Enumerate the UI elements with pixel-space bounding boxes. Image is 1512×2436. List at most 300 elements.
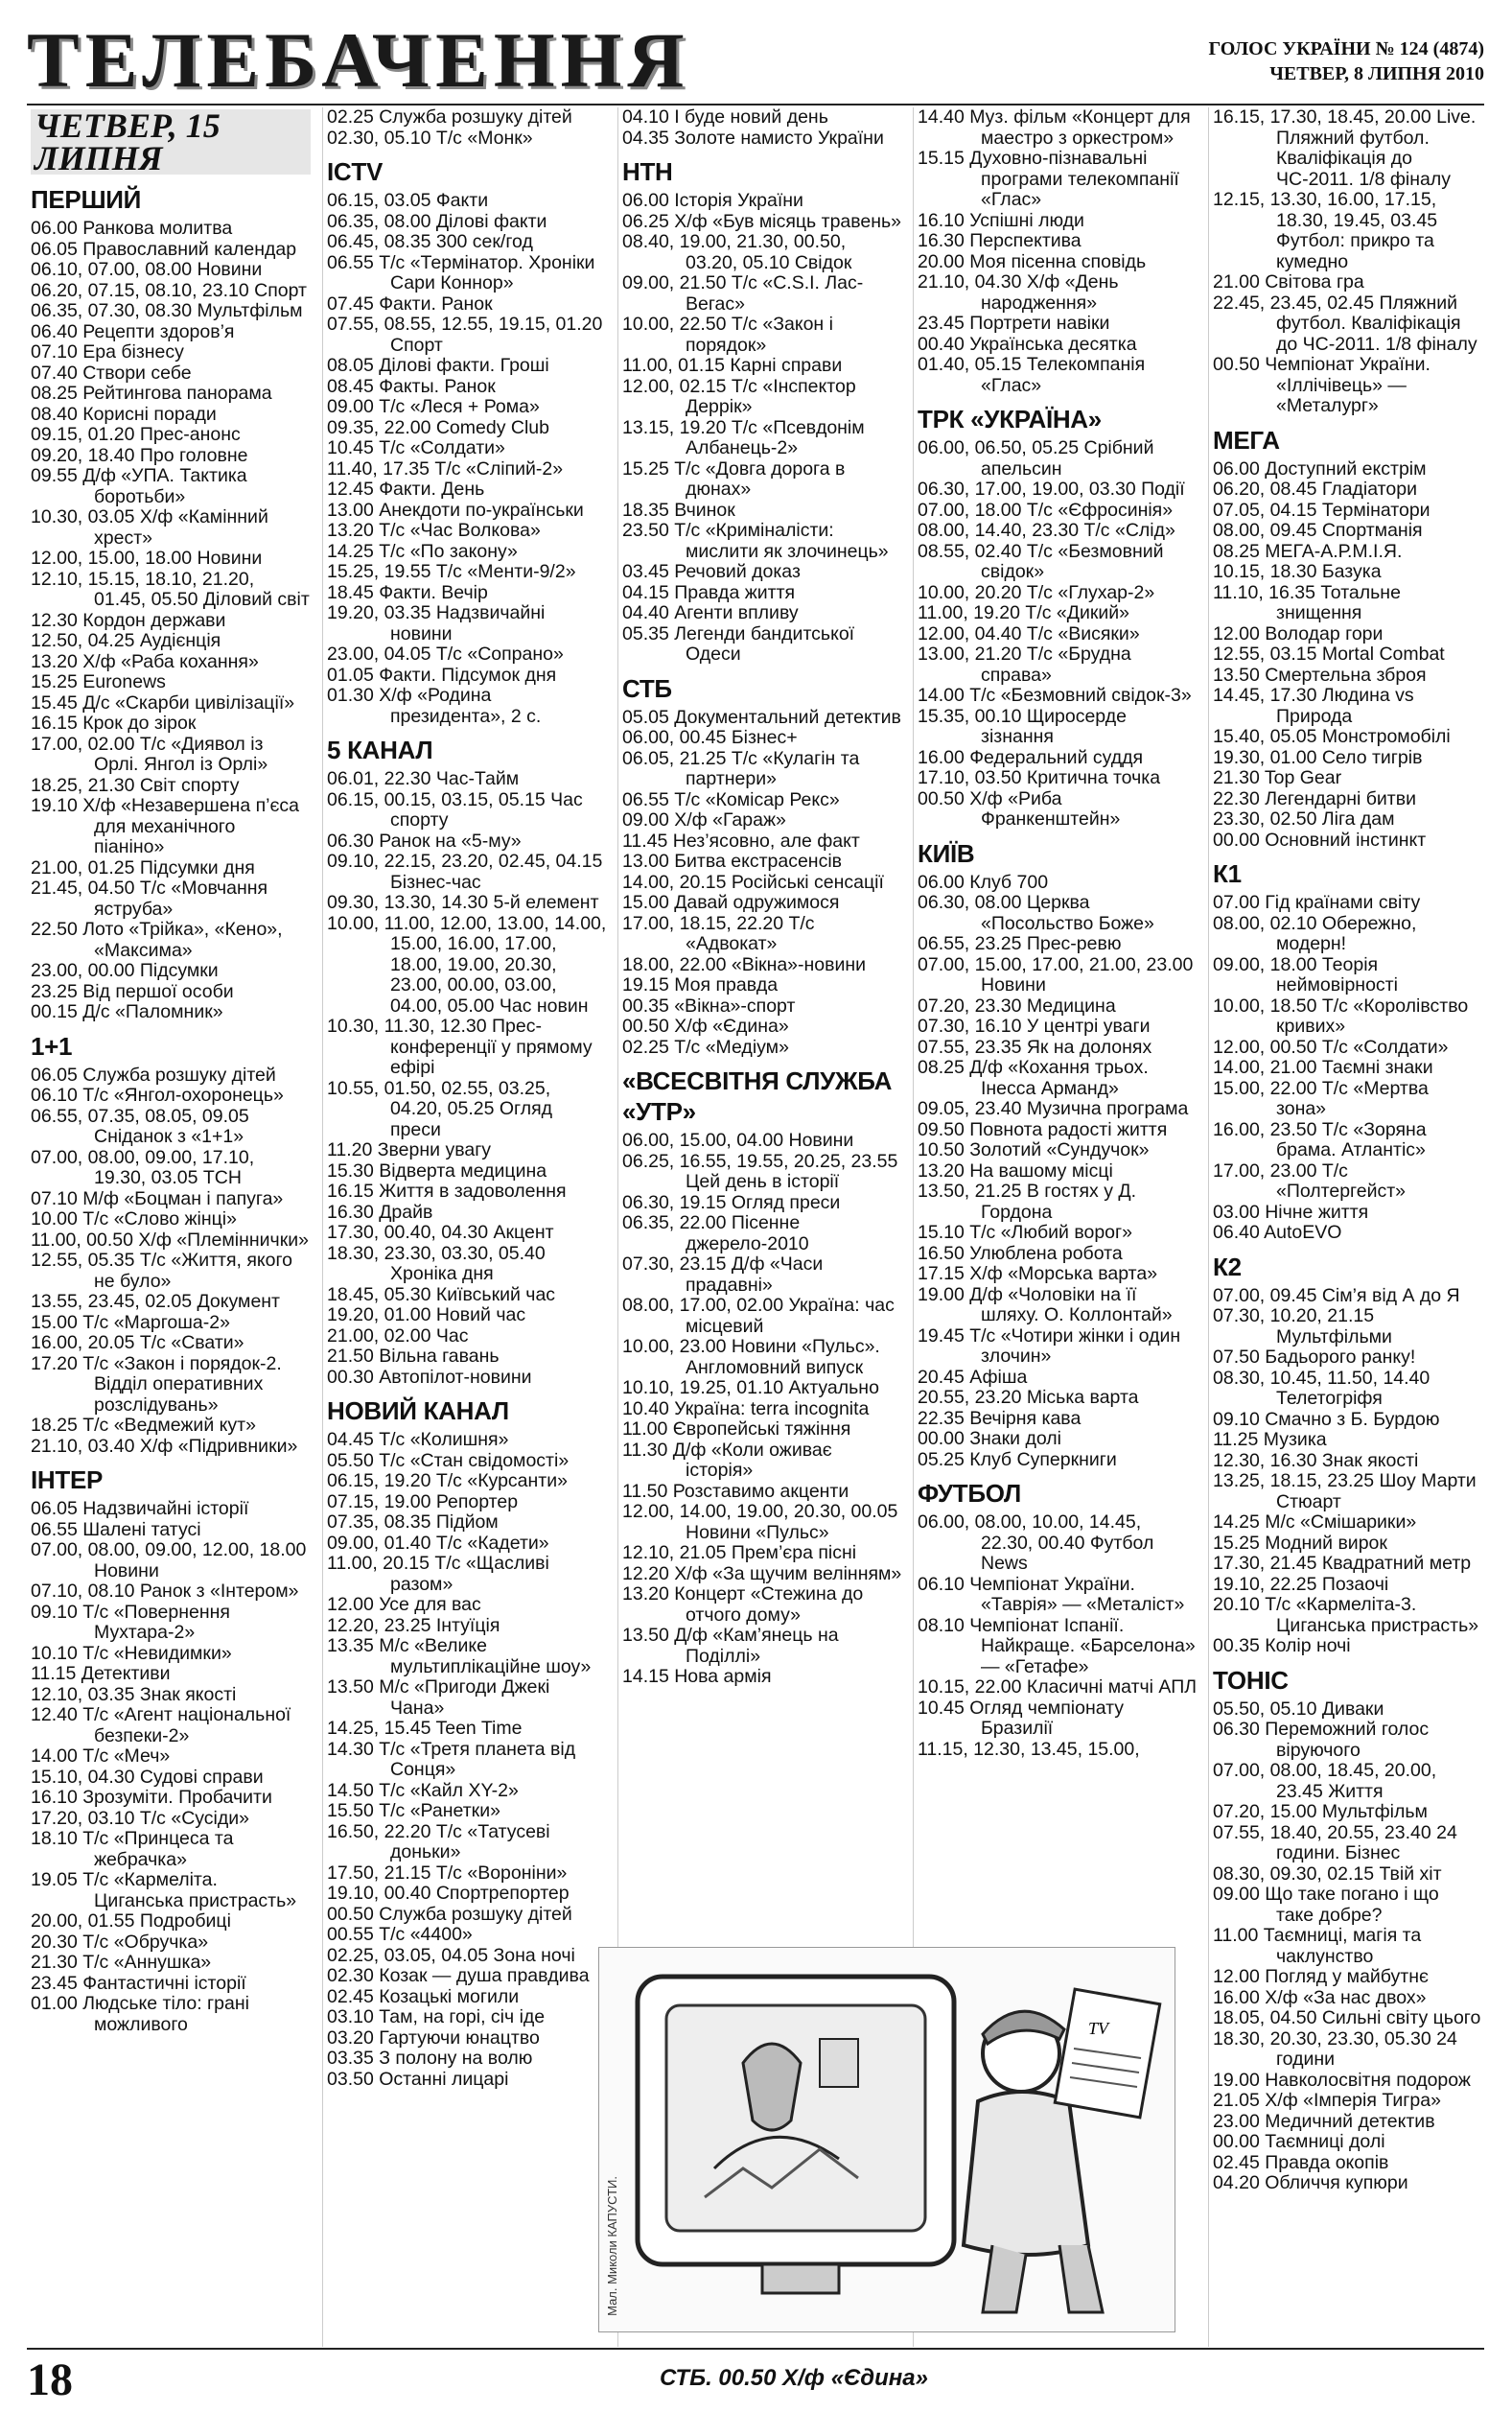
program-listing: 09.35, 22.00 Comedy Club — [327, 416, 549, 438]
tv-cartoon-icon — [599, 1948, 1175, 2331]
page-number: 18 — [27, 2354, 73, 2405]
day-header: ЧЕТВЕР, 15 ЛИПНЯ — [31, 109, 311, 175]
program-listing: 07.30, 23.15 Д/ф «Часи прадавні» — [622, 1253, 824, 1296]
program-listing: 14.00, 21.00 Таємні знаки — [1213, 1057, 1433, 1078]
column-2-content — [323, 107, 611, 2090]
program-listing: 21.10, 04.30 Х/ф «День народження» — [918, 271, 1119, 314]
program-listing: 06.25 Х/ф «Був місяць травень» — [622, 210, 902, 232]
program-listing: 13.15, 19.20 Т/с «Псевдонім Албанець-2» — [622, 416, 865, 458]
program-listing: 07.30, 16.10 У центрі уваги — [918, 1016, 1151, 1037]
program-listing: 07.15, 19.00 Репортер — [327, 1490, 519, 1512]
program-listing: 21.00, 02.00 Час — [327, 1324, 469, 1347]
program-listing: 12.30 Кордон держави — [31, 609, 226, 631]
program-listing: 23.00 Медичний детектив — [1213, 2110, 1435, 2132]
program-listing: 03.35 З полону на волю — [327, 2048, 533, 2069]
channel-heading: 1+1 — [31, 1031, 73, 1061]
program-listing: 12.20 Х/ф «За щучим велінням» — [622, 1562, 902, 1584]
program-listing: 19.10 Х/ф «Незавершена п’єса для механічного піаніно» — [31, 795, 300, 857]
program-listing: 12.00, 02.15 Т/с «Інспектор Деррік» — [622, 375, 856, 417]
program-listing: 11.00, 19.20 Т/с «Дикий» — [918, 602, 1130, 623]
program-listing: 17.00, 23.00 Т/с «Полтергейст» — [1213, 1159, 1407, 1202]
program-listing: 21.00 Світова гра — [1213, 271, 1364, 293]
program-listing: 18.45 Факти. Вечір — [327, 581, 488, 603]
program-listing: 19.20, 01.00 Новий час — [327, 1304, 526, 1325]
channel-heading: 5 КАНАЛ — [327, 736, 433, 764]
program-listing: 00.00 Основний інстинкт — [1213, 829, 1427, 851]
channel-heading: КИЇВ — [918, 838, 975, 868]
program-listing: 06.00 Клуб 700 — [918, 871, 1049, 893]
program-listing: 16.30 Перспектива — [918, 230, 1082, 251]
program-listing: 15.00 Давай одружимося — [622, 892, 840, 913]
program-listing: 16.10 Успішні люди — [918, 209, 1084, 231]
program-listing: 12.15, 13.30, 16.00, 17.15, 18.30, 19.45, 03.45 Футбол: прикро та кумедно — [1213, 189, 1438, 272]
channel-heading: К1 — [1213, 859, 1242, 888]
channel-heading: ІНТЕР — [31, 1465, 104, 1494]
program-listing: 12.00, 04.40 Т/с «Висяки» — [918, 622, 1140, 644]
program-listing: 15.25 Т/с «Довга дорога в дюнах» — [622, 457, 846, 500]
program-listing: 00.50 Чемпіонат України. «Іллічівець» — «Металург» — [1213, 354, 1431, 416]
program-listing: 06.55 Шалені татусі — [31, 1518, 201, 1540]
program-listing: 10.50 Золотий «Сундучок» — [918, 1139, 1150, 1160]
program-listing: 08.05 Ділові факти. Гроші — [327, 355, 549, 376]
channel-heading: НТН — [622, 157, 673, 186]
program-listing: 07.40 Створи себе — [31, 362, 192, 384]
program-listing: 13.35 М/с «Велике мультиплікаційне шоу» — [327, 1635, 592, 1677]
program-listing: 02.25 Т/с «Медіум» — [622, 1036, 789, 1058]
program-listing: 17.20 Т/с «Закон і порядок-2. Відділ оперативних розслідувань» — [31, 1352, 282, 1416]
program-listing: 06.00, 06.50, 05.25 Срібний апельсин — [918, 437, 1154, 480]
program-listing: 13.50 Д/ф «Кам’янець на Поділлі» — [622, 1625, 839, 1667]
program-listing: 09.10 Т/с «Повернення Мухтара-2» — [31, 1601, 230, 1643]
program-listing: 11.00, 20.15 Т/с «Щасливі разом» — [327, 1553, 549, 1595]
program-listing: 04.20 Обличчя купюри — [1213, 2172, 1408, 2193]
program-listing: 21.45, 04.50 Т/с «Мовчання яструба» — [31, 878, 268, 920]
program-listing: 06.30, 17.00, 19.00, 03.30 Події — [918, 479, 1185, 500]
program-listing: 07.55, 23.35 Як на долонях — [918, 1036, 1152, 1058]
program-listing: 06.20, 08.45 Гладіатори — [1213, 479, 1417, 500]
program-listing: 13.25, 18.15, 23.25 Шоу Марти Стюарт — [1213, 1470, 1477, 1512]
program-listing: 02.45 Козацькі могили — [327, 1985, 520, 2007]
program-listing: 10.40 Україна: terra incognita — [622, 1397, 870, 1419]
program-listing: 01.40, 05.15 Телекомпанія «Глас» — [918, 354, 1146, 396]
channel-heading: НОВИЙ КАНАЛ — [327, 1396, 509, 1425]
program-listing: 07.00, 09.45 Сім’я від А до Я — [1213, 1284, 1460, 1306]
program-listing: 14.40 Муз. фільм «Концерт для маестро з оркестром» — [918, 107, 1191, 149]
program-listing: 01.05 Факти. Підсумок дня — [327, 664, 557, 686]
program-listing: 14.00 Т/с «Безмовний свідок-3» — [918, 685, 1192, 706]
program-listing: 06.00, 08.00, 10.00, 14.45, 22.30, 00.40 Футбол News — [918, 1511, 1154, 1574]
program-listing: 11.00, 01.15 Карні справи — [622, 355, 843, 376]
program-listing: 15.00 Т/с «Маргоша-2» — [31, 1311, 230, 1333]
paper-label: TV — [1088, 2019, 1109, 2038]
program-listing: 18.00, 22.00 «Вікна»-новини — [622, 953, 867, 975]
program-listing: 13.20 Концерт «Стежина до отчого дому» — [622, 1583, 864, 1626]
program-listing: 06.30, 08.00 Церква «Посольство Боже» — [918, 892, 1154, 934]
program-listing: 14.00 Т/с «Меч» — [31, 1745, 171, 1767]
program-listing: 18.30, 20.30, 23.30, 05.30 24 години — [1213, 2027, 1457, 2070]
program-listing: 10.30, 11.30, 12.30 Прес-конференції у прямому ефірі — [327, 1016, 593, 1078]
program-listing: 07.00, 08.00, 09.00, 12.00, 18.00 Новини — [31, 1539, 307, 1581]
program-listing: 08.00, 14.40, 23.30 Т/с «Слід» — [918, 520, 1175, 541]
program-listing: 11.25 Музика — [1213, 1429, 1327, 1450]
program-listing: 14.50 Т/с «Кайл XY-2» — [327, 1779, 519, 1801]
program-listing: 02.25, 03.05, 04.05 Зона ночі — [327, 1944, 575, 1966]
channel-heading: «ВСЕСВІТНЯ СЛУЖБА «УТР» — [622, 1066, 893, 1126]
program-listing: 06.20, 07.15, 08.10, 23.10 Спорт — [31, 279, 307, 301]
program-listing: 12.10, 03.35 Знак якості — [31, 1683, 237, 1705]
program-listing: 08.25 МЕГА-А.Р.М.І.Я. — [1213, 540, 1403, 562]
program-listing: 06.15, 03.05 Факти — [327, 190, 489, 211]
program-listing: 09.00 Т/с «Леся + Рома» — [327, 396, 540, 417]
program-listing: 09.00 Що таке погано і що таке добре? — [1213, 1884, 1439, 1926]
program-listing: 20.00 Моя пісенна сповідь — [918, 250, 1147, 272]
program-listing: 12.00 Володар гори — [1213, 622, 1384, 644]
program-listing: 08.30, 09.30, 02.15 Твій хіт — [1213, 1862, 1442, 1885]
program-listing: 12.00, 14.00, 19.00, 20.30, 00.05 Новини «Пульс» — [622, 1501, 898, 1543]
program-listing: 09.30, 13.30, 14.30 5-й елемент — [327, 892, 599, 913]
program-listing: 05.05 Документальний детектив — [622, 706, 901, 728]
column-1 — [27, 107, 314, 2347]
program-listing: 11.00, 00.50 Х/ф «Племіннички» — [31, 1229, 309, 1251]
program-listing: 09.05, 23.40 Музична програма — [918, 1098, 1189, 1119]
channel-heading: ТОНІС — [1213, 1665, 1289, 1695]
program-listing: 06.55 Т/с «Комісар Рекс» — [622, 788, 840, 810]
program-listing: 22.50 Лото «Трійка», «Кено», «Максима» — [31, 919, 283, 961]
program-listing: 12.45 Факти. День — [327, 479, 485, 500]
program-listing: 13.20 Х/ф «Раба кохання» — [31, 650, 259, 672]
column-3-content — [618, 107, 906, 1688]
program-listing: 09.10, 22.15, 23.20, 02.45, 04.15 Бізнес-час — [327, 851, 603, 893]
program-listing: 07.00, 08.00, 09.00, 17.10, 19.30, 03.05 ТСН — [31, 1146, 255, 1188]
program-listing: 17.30, 00.40, 04.30 Акцент — [327, 1222, 554, 1243]
program-listing: 17.10, 03.50 Критична точка — [918, 767, 1161, 788]
program-listing: 15.15 Духовно-пізнавальні програми телекомпанії «Глас» — [918, 148, 1179, 210]
program-listing: 02.25 Служба розшуку дітей — [327, 107, 572, 128]
program-listing: 16.00 Х/ф «За нас двох» — [1213, 1986, 1427, 2008]
program-listing: 06.15, 00.15, 03.15, 05.15 Час спорту — [327, 788, 583, 831]
program-listing: 04.10 І буде новий день — [622, 107, 828, 128]
program-listing: 16.15, 17.30, 18.45, 20.00 Live. Пляжний футбол. Кваліфікація до ЧС-2011. 1/8 фіналу — [1213, 107, 1477, 190]
program-listing: 15.50 Т/с «Ранетки» — [327, 1800, 500, 1821]
column-5-content — [1209, 107, 1485, 2194]
program-listing: 08.40 Корисні поради — [31, 403, 217, 425]
program-listing: 08.00, 09.45 Спортманія — [1213, 520, 1423, 541]
program-listing: 12.40 Т/с «Агент національної безпеки-2» — [31, 1704, 291, 1746]
channel-heading: ICTV — [327, 157, 384, 186]
program-listing: 18.25, 21.30 Світ спорту — [31, 774, 240, 796]
program-listing: 07.05, 04.15 Термінатори — [1213, 499, 1431, 521]
masthead — [27, 16, 1484, 104]
program-listing: 15.25 Euronews — [31, 671, 166, 692]
program-listing: 07.55, 18.40, 20.55, 23.40 24 години. Бізнес — [1213, 1821, 1457, 1863]
program-listing: 00.35 «Вікна»-спорт — [622, 995, 796, 1017]
program-listing: 16.30 Драйв — [327, 1201, 433, 1223]
program-listing: 10.10 Т/с «Невидимки» — [31, 1642, 232, 1664]
program-listing: 23.45 Фантастичні історії — [31, 1972, 246, 1994]
paper-date: ЧЕТВЕР, 8 ЛИПНЯ 2010 — [1269, 63, 1484, 84]
program-listing: 00.30 Автопілот-новини — [327, 1366, 532, 1388]
program-listing: 03.20 Гартуючи юнацтво — [327, 2026, 540, 2049]
program-listing: 12.00 Погляд у майбутнє — [1213, 1966, 1429, 1987]
column-4-content — [914, 107, 1201, 1760]
masthead-meta — [1208, 36, 1484, 86]
program-listing: 03.45 Речовий доказ — [622, 561, 801, 582]
program-listing: 11.50 Розставимо акценти — [622, 1480, 849, 1502]
program-listing: 10.55, 01.50, 02.55, 03.25, 04.20, 05.25 Огляд преси — [327, 1077, 553, 1140]
program-listing: 10.00, 23.00 Новини «Пульс». Англомовний випуск — [622, 1336, 880, 1378]
program-listing: 18.25 Т/с «Ведмежий кут» — [31, 1415, 256, 1436]
program-listing: 10.45 Т/с «Солдати» — [327, 437, 505, 458]
program-listing: 20.00, 01.55 Подробиці — [31, 1910, 231, 1932]
program-listing: 06.55, 07.35, 08.05, 09.05 Сніданок з «1+1» — [31, 1105, 249, 1147]
program-listing: 06.40 AutoEVO — [1213, 1222, 1342, 1243]
program-listing: 22.30 Легендарні битви — [1213, 787, 1416, 809]
program-listing: 07.35, 08.35 Підйом — [327, 1511, 499, 1533]
program-listing: 06.00 Ранкова молитва — [31, 218, 233, 239]
program-listing: 12.00, 00.50 Т/с «Солдати» — [1213, 1036, 1449, 1058]
program-listing: 07.55, 08.55, 12.55, 19.15, 01.20 Спорт — [327, 314, 603, 356]
program-listing: 10.15, 22.00 Класичні матчі АПЛ — [918, 1676, 1198, 1698]
program-listing: 07.10 М/ф «Боцман і папуга» — [31, 1187, 284, 1209]
program-listing: 06.35, 08.00 Ділові факти — [327, 210, 547, 232]
program-listing: 21.30 Т/с «Аннушка» — [31, 1952, 212, 1973]
program-listing: 00.50 Служба розшуку дітей — [327, 1903, 572, 1925]
program-listing: 10.10, 19.25, 01.10 Актуально — [622, 1377, 879, 1398]
channel-heading: МЕГА — [1213, 425, 1280, 455]
program-listing: 06.10 Чемпіонат України. «Таврія» — «Металіст» — [918, 1573, 1185, 1615]
program-listing: 02.30, 05.10 Т/с «Монк» — [327, 127, 533, 149]
channel-heading: ФУТБОЛ — [918, 1479, 1021, 1508]
program-listing: 14.30 Т/с «Третя планета від Сонця» — [327, 1738, 576, 1780]
program-listing: 21.00, 01.25 Підсумки дня — [31, 856, 255, 878]
masthead-rule — [27, 104, 1484, 105]
program-listing: 09.00, 21.50 Т/с «C.S.I. Лас-Вегас» — [622, 272, 864, 315]
program-listing: 12.50, 04.25 Аудієнція — [31, 630, 221, 651]
channel-heading: К2 — [1213, 1252, 1242, 1281]
program-listing: 18.05, 04.50 Сильні світу цього — [1213, 2007, 1481, 2028]
program-listing: 18.10 Т/с «Принцеса та жебрачка» — [31, 1828, 234, 1870]
program-listing: 06.40 Рецепти здоров’я — [31, 320, 235, 342]
program-listing: 06.05, 21.25 Т/с «Кулагін та партнери» — [622, 747, 860, 789]
program-listing: 00.15 Д/с «Паломник» — [31, 1001, 223, 1022]
program-listing: 14.45, 17.30 Людина vs Природа — [1213, 685, 1414, 727]
program-listing: 12.20, 23.25 Інтуїція — [327, 1614, 500, 1636]
program-listing: 11.20 Зверни увагу — [327, 1139, 492, 1160]
program-listing: 20.10 Т/с «Кармеліта-3. Циганська пристрасть» — [1213, 1594, 1479, 1636]
program-listing: 03.10 Там, на горі, січ іде — [327, 2006, 546, 2027]
program-listing: 08.10 Чемпіонат Іспанії. Найкраще. «Барселона» — «Гетафе» — [918, 1614, 1196, 1677]
program-listing: 11.40, 17.35 Т/с «Сліпий-2» — [327, 457, 564, 480]
program-listing: 10.15, 18.30 Базука — [1213, 561, 1382, 582]
program-listing: 08.25 Д/ф «Кохання трьох. Інесса Арманд» — [918, 1057, 1149, 1099]
program-listing: 18.30, 23.30, 03.30, 05.40 Хроніка дня — [327, 1242, 546, 1284]
program-listing: 06.00 Доступний екстрім — [1213, 457, 1427, 480]
program-listing: 16.00 Федеральний суддя — [918, 746, 1144, 768]
program-listing: 06.05 Служба розшуку дітей — [31, 1064, 276, 1086]
program-listing: 03.50 Останні лицарі — [327, 2068, 509, 2090]
program-listing: 01.00 Людське тіло: грані можливого — [31, 1993, 249, 2035]
program-listing: 19.10, 00.40 Спортрепортер — [327, 1883, 570, 1904]
program-listing: 08.45 Факты. Ранок — [327, 375, 496, 397]
program-listing: 23.45 Портрети навіки — [918, 313, 1110, 334]
program-listing: 17.50, 21.15 Т/с «Вороніни» — [327, 1862, 568, 1884]
program-listing: 12.00 Усе для вас — [327, 1594, 481, 1615]
program-listing: 03.00 Нічне життя — [1213, 1201, 1369, 1223]
program-listing: 07.10, 08.10 Ранок з «Інтером» — [31, 1581, 299, 1602]
program-listing: 20.30 Т/с «Обручка» — [31, 1931, 209, 1953]
program-listing: 06.55 Т/с «Термінатор. Хроніки Сари Коннор» — [327, 251, 595, 293]
program-listing: 15.25 Модний вирок — [1213, 1532, 1387, 1554]
program-listing: 15.40, 05.05 Монстромобілі — [1213, 726, 1451, 747]
program-listing: 11.00 Європейські тяжіння — [622, 1418, 851, 1440]
program-listing: 12.55, 03.15 Mortal Combat — [1213, 644, 1445, 665]
program-listing: 09.15, 01.20 Прес-анонс — [31, 424, 241, 445]
program-listing: 13.20 На вашому місці — [918, 1159, 1113, 1182]
program-listing: 13.50 М/с «Пригоди Джекі Чана» — [327, 1676, 550, 1719]
program-listing: 05.35 Легенди бандитської Одеси — [622, 622, 855, 665]
program-listing: 09.50 Повнота радості життя — [918, 1118, 1168, 1140]
program-listing: 15.25, 19.55 Т/с «Менти-9/2» — [327, 561, 576, 582]
program-listing: 17.20, 03.10 Т/с «Сусіди» — [31, 1807, 250, 1829]
program-listing: 07.20, 23.30 Медицина — [918, 995, 1116, 1017]
program-listing: 16.15 Крок до зірок — [31, 713, 197, 734]
illustration-credit: Мал. Миколи КАПУСТИ. — [605, 2176, 619, 2316]
program-listing: 08.25 Рейтингова панорама — [31, 383, 272, 404]
column-1-content — [31, 184, 311, 2035]
program-listing: 13.55, 23.45, 02.05 Документ — [31, 1291, 280, 1312]
program-listing: 12.00, 15.00, 18.00 Новини — [31, 548, 263, 569]
program-listing: 17.00, 18.15, 22.20 Т/с «Адвокат» — [622, 912, 815, 954]
program-listing: 19.00 Д/ф «Чоловіки на її шляху. О. Коллонтай» — [918, 1283, 1173, 1325]
program-listing: 21.05 Х/ф «Імперія Тигра» — [1213, 2090, 1441, 2111]
program-listing: 10.00 Т/с «Слово жінці» — [31, 1208, 237, 1230]
program-listing: 22.35 Вечірня кава — [918, 1407, 1082, 1429]
program-listing: 07.30, 10.20, 21.15 Мультфільми — [1213, 1305, 1392, 1347]
program-listing: 19.05 Т/с «Кармеліта. Циганська пристрасть» — [31, 1869, 297, 1911]
program-listing: 09.00, 01.40 Т/с «Кадети» — [327, 1532, 549, 1554]
program-listing: 08.30, 10.45, 11.50, 14.40 Телетогріфя — [1213, 1367, 1431, 1409]
program-listing: 21.10, 03.40 Х/ф «Підривники» — [31, 1435, 298, 1457]
program-listing: 16.00, 23.50 Т/с «Зоряна брама. Атлантіс» — [1213, 1118, 1427, 1160]
program-listing: 19.45 Т/с «Чотири жінки і один злочин» — [918, 1324, 1181, 1367]
program-listing: 06.30 Ранок на «5-му» — [327, 830, 522, 852]
program-listing: 06.00 Історія України — [622, 190, 803, 211]
program-listing: 00.35 Колір ночі — [1213, 1635, 1351, 1656]
program-listing: 21.30 Top Gear — [1213, 767, 1342, 788]
program-listing: 13.50 Смертельна зброя — [1213, 664, 1427, 686]
program-listing: 06.30 Переможний голос віруючого — [1213, 1719, 1430, 1761]
program-listing: 19.10, 22.25 Позаочі — [1213, 1573, 1389, 1595]
program-listing: 11.10, 16.35 Тотальне знищення — [1213, 581, 1401, 623]
program-listing: 10.00, 20.20 Т/с «Глухар-2» — [918, 581, 1155, 603]
program-listing: 12.30, 16.30 Знак якості — [1213, 1449, 1419, 1471]
paper-issue: ГОЛОС УКРАЇНИ № 124 (4874) — [1208, 38, 1484, 59]
program-listing: 23.50 Т/с «Криміналісти: мислити як злочинець» — [622, 520, 889, 562]
program-listing: 10.30, 03.05 Х/ф «Камінний хрест» — [31, 506, 268, 549]
program-listing: 11.45 Нез’ясовно, але факт — [622, 830, 860, 852]
program-listing: 21.50 Вільна гавань — [327, 1346, 500, 1367]
program-listing: 07.45 Факти. Ранок — [327, 293, 493, 315]
program-listing: 08.55, 02.40 Т/с «Безмовний свідок» — [918, 540, 1164, 582]
program-listing: 05.50 Т/с «Стан свідомості» — [327, 1449, 570, 1471]
program-listing: 15.45 Д/с «Скарби цивілізації» — [31, 691, 295, 714]
program-listing: 07.00, 15.00, 17.00, 21.00, 23.00 Новини — [918, 953, 1194, 995]
program-listing: 15.10 Т/с «Любий ворог» — [918, 1222, 1132, 1243]
program-listing: 06.35, 07.30, 08.30 Мультфільм — [31, 300, 303, 321]
program-listing: 15.00, 22.00 Т/с «Мертва зона» — [1213, 1077, 1429, 1119]
cartoon-illustration — [598, 1947, 1175, 2332]
program-listing: 20.55, 23.20 Міська варта — [918, 1387, 1139, 1408]
program-listing: 19.00 Навколосвітня подорож — [1213, 2069, 1471, 2091]
program-listing: 18.45, 05.30 Київський час — [327, 1283, 556, 1305]
program-listing: 06.05 Православний календар — [31, 238, 297, 260]
program-listing: 01.30 Х/ф «Родина президента», 2 с. — [327, 685, 542, 727]
program-listing: 09.00, 18.00 Теорія неймовірності — [1213, 953, 1398, 995]
program-listing: 11.15 Детективи — [31, 1663, 171, 1684]
program-listing: 23.25 Від першої особи — [31, 980, 234, 1002]
program-listing: 15.30 Відверта медицина — [327, 1159, 547, 1182]
program-listing: 17.15 Х/ф «Морська варта» — [918, 1263, 1158, 1284]
footer-promo: СТБ. 00.50 Х/ф «Єдина» — [660, 2365, 928, 2391]
program-listing: 14.25 М/с «Смішарики» — [1213, 1511, 1417, 1533]
program-listing: 14.00, 20.15 Російські сенсації — [622, 871, 884, 893]
program-listing: 12.55, 05.35 Т/с «Життя, якого не було» — [31, 1250, 293, 1292]
program-listing: 15.35, 00.10 Щиросерде зізнання — [918, 705, 1127, 747]
program-listing: 16.10 Зрозуміти. Пробачити — [31, 1787, 272, 1808]
program-listing: 00.50 Х/ф «Риба Франкенштейн» — [918, 787, 1121, 830]
program-listing: 06.45, 08.35 300 сек/год — [327, 231, 533, 252]
program-listing: 18.35 Вчинок — [622, 499, 735, 521]
program-listing: 06.10, 07.00, 08.00 Новини — [31, 259, 263, 280]
column-2 — [322, 107, 611, 2347]
program-listing: 06.55, 23.25 Прес-ревю — [918, 933, 1122, 954]
program-listing: 20.45 Афіша — [918, 1366, 1028, 1388]
column-5 — [1208, 107, 1485, 2347]
program-listing: 13.50, 21.25 В гостях у Д. Гордона — [918, 1181, 1137, 1223]
program-listing: 08.40, 19.00, 21.30, 00.50, 03.20, 05.10 Свідок — [622, 231, 852, 273]
program-listing: 10.45 Огляд чемпіонату Бразилії — [918, 1697, 1125, 1739]
program-listing: 07.00, 18.00 Т/с «Єфросинія» — [918, 499, 1174, 521]
program-listing: 16.50 Улюблена робота — [918, 1242, 1123, 1264]
program-listing: 00.50 Х/ф «Єдина» — [622, 1016, 789, 1037]
program-listing: 07.00, 08.00, 18.45, 20.00, 23.45 Життя — [1213, 1760, 1437, 1802]
program-listing: 11.15, 12.30, 13.45, 15.00, — [918, 1738, 1140, 1760]
program-listing: 13.00 Битва екстрасенсів — [622, 851, 843, 872]
program-listing: 23.30, 02.50 Ліга дам — [1213, 808, 1395, 830]
program-listing: 06.00, 15.00, 04.00 Новини — [622, 1130, 854, 1151]
channel-heading: ТРК «УКРАЇНА» — [918, 405, 1102, 433]
program-listing: 11.00 Таємниці, магія та чаклунство — [1213, 1925, 1422, 1967]
program-listing: 05.25 Клуб Суперкниги — [918, 1448, 1117, 1470]
program-listing: 06.01, 22.30 Час-Тайм — [327, 768, 520, 789]
program-listing: 12.10, 15.15, 18.10, 21.20, 01.45, 05.50 Діловий світ — [31, 568, 310, 610]
program-listing: 02.30 Козак — душа правдива — [327, 1965, 590, 1986]
program-listing: 05.50, 05.10 Диваки — [1213, 1698, 1384, 1720]
program-listing: 09.00 Х/ф «Гараж» — [622, 809, 786, 831]
program-listing: 14.25 Т/с «По закону» — [327, 540, 518, 562]
program-listing: 11.30 Д/ф «Коли оживає історія» — [622, 1439, 832, 1481]
program-listing: 09.20, 18.40 Про головне — [31, 444, 248, 466]
program-listing: 19.20, 03.35 Надзвичайні новини — [327, 602, 546, 644]
program-listing: 06.00, 00.45 Бізнес+ — [622, 727, 798, 748]
program-listing: 07.10 Ера бізнесу — [31, 341, 184, 363]
program-listing: 10.00, 22.50 Т/с «Закон і порядок» — [622, 314, 833, 356]
program-listing: 22.45, 23.45, 02.45 Пляжний футбол. Кваліфікація до ЧС-2011. 1/8 фіналу — [1213, 292, 1477, 355]
section-title: ТЕЛЕБАЧЕННЯ — [27, 16, 690, 104]
program-listing: 08.00, 02.10 Обережно, модерн! — [1213, 912, 1417, 954]
program-listing: 12.10, 21.05 Прем’єра пісні — [622, 1542, 857, 1563]
channel-heading: ПЕРШИЙ — [31, 185, 142, 214]
